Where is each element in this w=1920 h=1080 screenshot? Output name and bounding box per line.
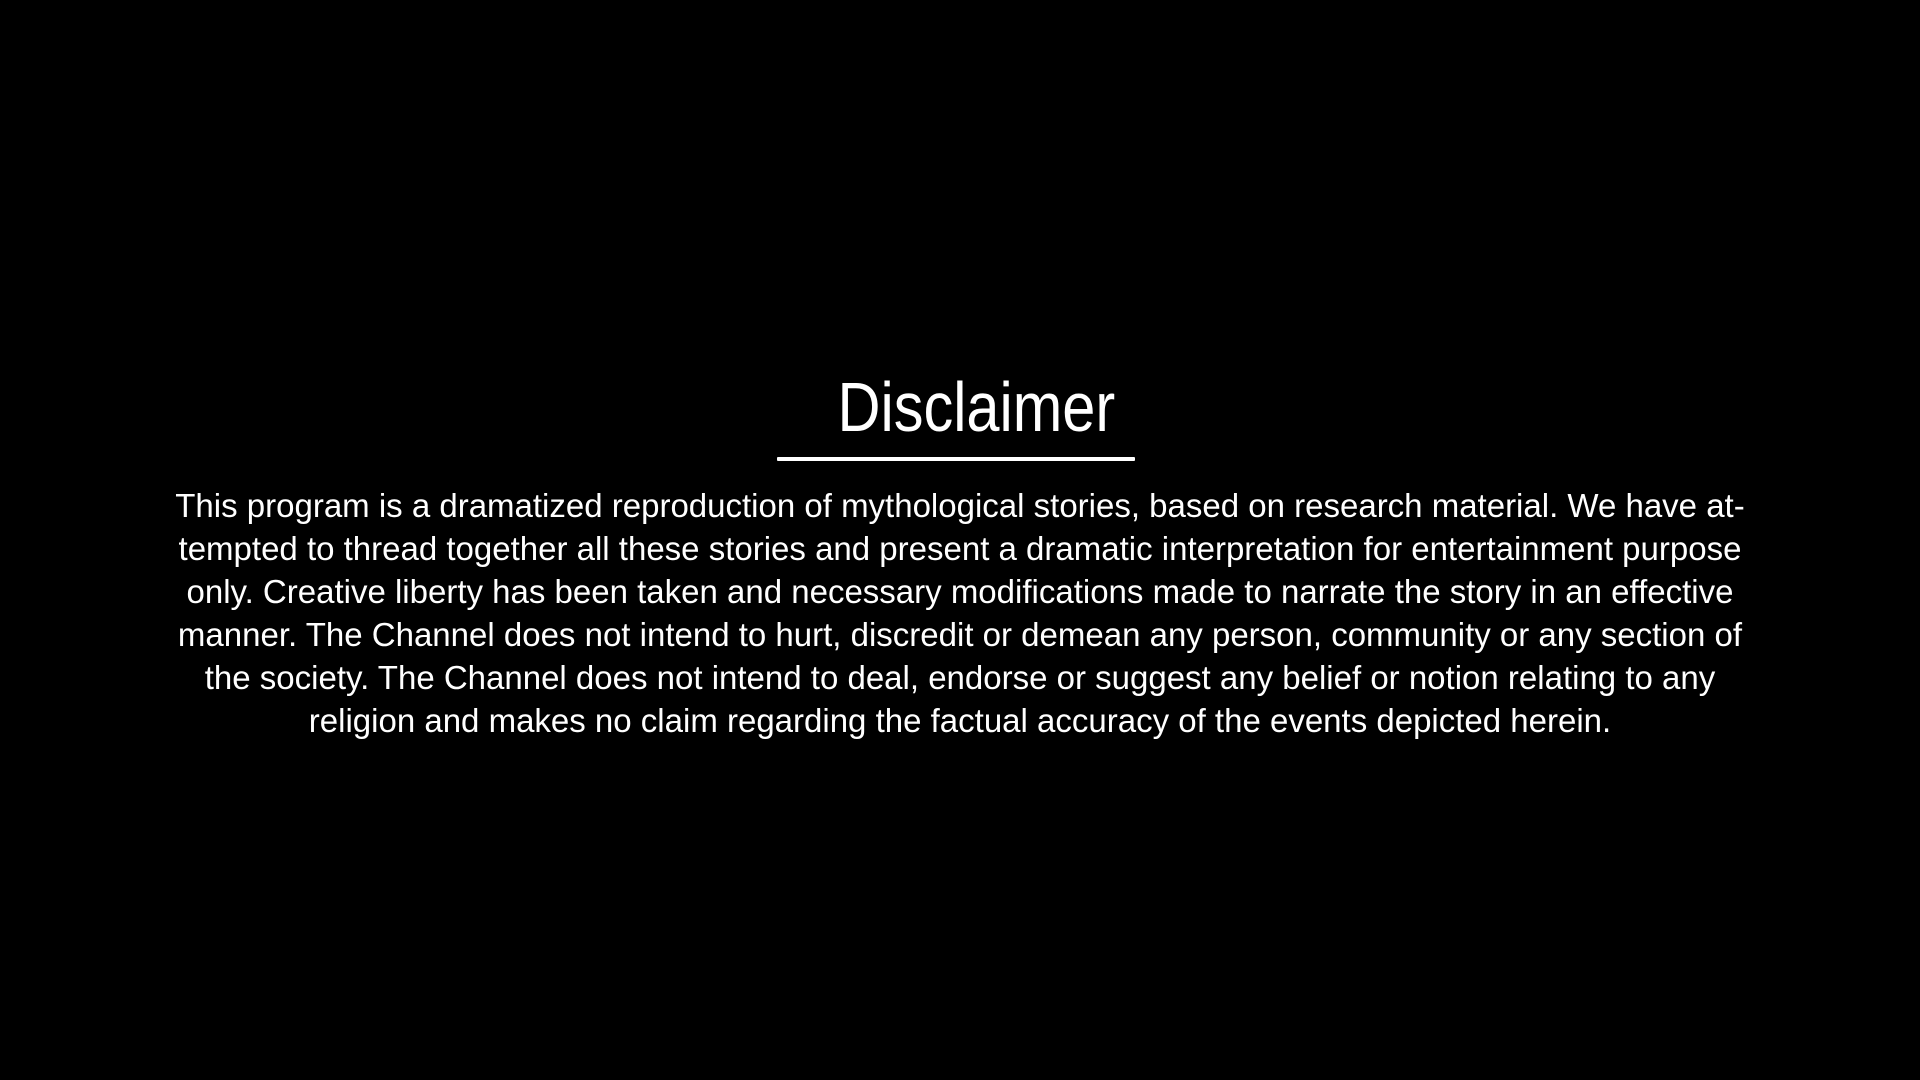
disclaimer-paragraph [175,484,1744,742]
paragraph-line: This program is a dramatized reproduction of mythological stories, based on research material. We have at- [175,487,1745,524]
disclaimer-content [0,368,1920,742]
title-underline [777,457,1135,461]
paragraph-line: the society. The Channel does not intend to deal, endorse or suggest any belief or notion relating to any [204,659,1716,696]
paragraph-line: tempted to thread together all these stories and present a dramatic interpretation for entertainment purpose [178,530,1742,567]
paragraph-line: only. Creative liberty has been taken and necessary modifications made to narrate the story in an effective [186,573,1734,610]
paragraph-line: manner. The Channel does not intend to hurt, discredit or demean any person, community or any section of [177,616,1743,653]
paragraph-line: religion and makes no claim regarding the factual accuracy of the events depicted herein. [308,702,1612,739]
page-title: Disclaimer [837,368,1115,446]
